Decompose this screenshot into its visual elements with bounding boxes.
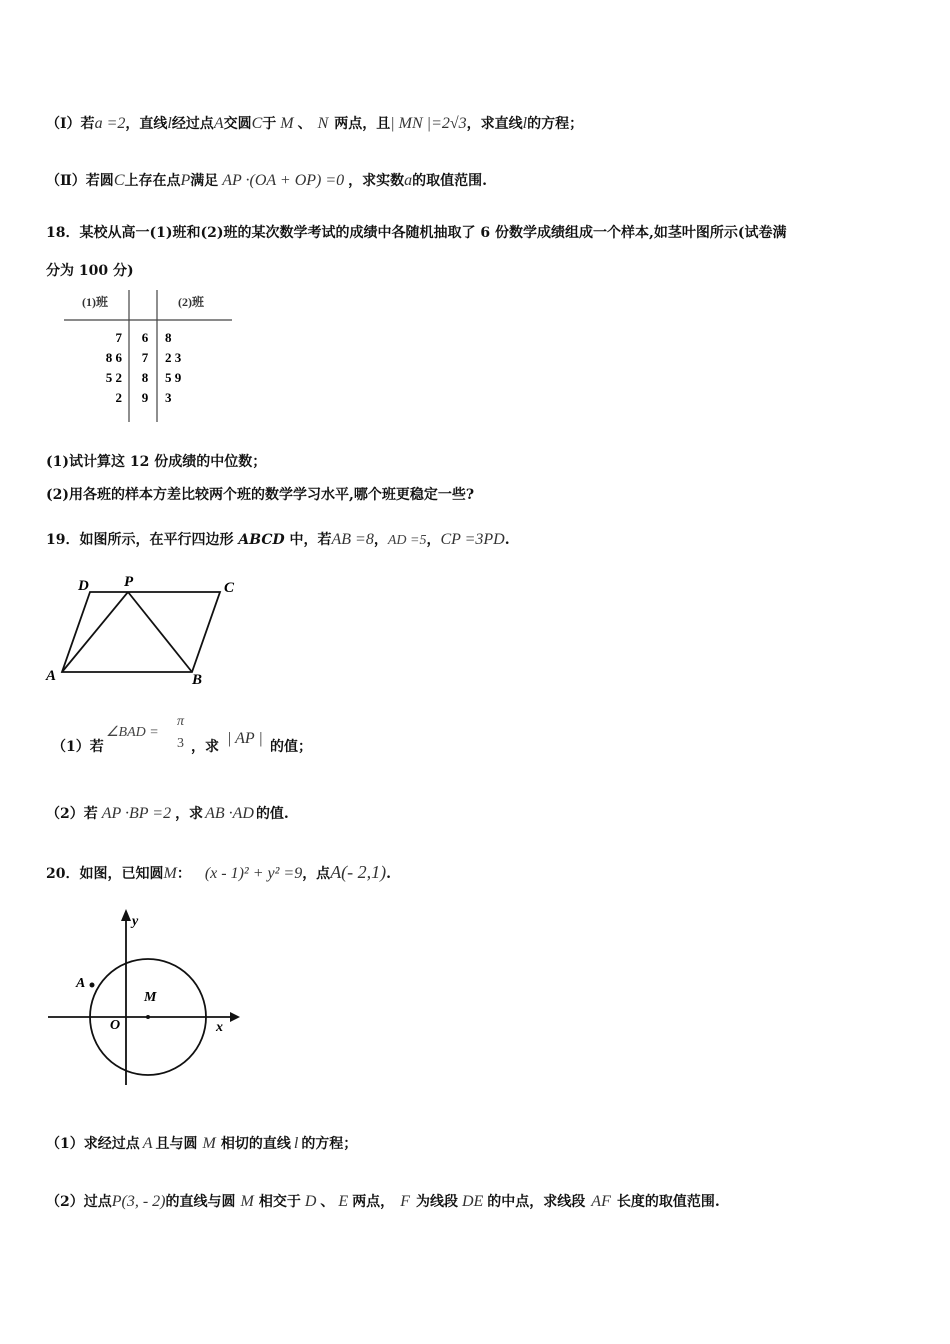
row-left: 7: [115, 330, 122, 345]
math-pi: π: [177, 714, 185, 729]
text: 且与圆: [155, 1136, 198, 1152]
math-A: A: [213, 115, 224, 132]
label-C: C: [224, 580, 235, 596]
parallelogram-figure: [44, 570, 254, 690]
row-0: [116, 330, 173, 345]
text: .: [504, 532, 510, 548]
row-stem: 6: [141, 330, 149, 345]
row-2: [106, 370, 182, 385]
row-right: 8: [165, 330, 172, 345]
row-right: 3: [165, 390, 172, 405]
text: 为线段: [415, 1194, 458, 1210]
math-ad: AD =5: [387, 533, 427, 548]
num: （1）求经过点: [46, 1136, 140, 1152]
math-M: M: [280, 115, 294, 132]
q20-stem: [46, 862, 391, 883]
q18-line2: 分为 100 分): [46, 263, 134, 279]
math-M: M: [202, 1135, 216, 1152]
text: 满足: [190, 173, 219, 189]
q17-part2: [46, 170, 487, 190]
q19-sub2: [46, 803, 289, 823]
text: 相交于: [258, 1194, 301, 1210]
math-l: l: [522, 115, 528, 132]
text: 交圆: [223, 116, 252, 132]
parallelogram-abcd: [62, 592, 220, 672]
q18-line1: 18．某校从高一(1)班和(2)班的某次数学考试的成绩中各随机抽取了 6 份数学成绩组成一个样本,如茎叶图所示(试卷满: [46, 225, 787, 241]
text: 经过点: [171, 116, 214, 132]
math-point-P: P(3, - 2): [111, 1193, 166, 1210]
y-axis-arrow: [121, 909, 131, 921]
text: ，求: [191, 739, 219, 755]
math-a: a: [404, 172, 413, 189]
math-ab: AB =8: [331, 531, 374, 548]
math-E: E: [338, 1193, 349, 1210]
math-M: M: [163, 865, 177, 882]
row-stem: 9: [141, 390, 149, 405]
text: 中，若: [284, 532, 332, 548]
stem-leaf-plot: [60, 286, 240, 426]
x-axis-arrow: [230, 1012, 240, 1022]
label-D: D: [78, 578, 89, 594]
q20-sub2: [46, 1191, 720, 1211]
math-circle-equation: (x - 1)² + y² =9: [204, 865, 303, 882]
q19-stem: [46, 529, 510, 549]
label-B: B: [192, 672, 203, 688]
math-a-eq-2: a =2: [94, 115, 126, 132]
text: 、: [320, 1194, 335, 1210]
label-A: A: [46, 668, 57, 684]
row-stem: 8: [141, 370, 149, 385]
text: .: [386, 866, 392, 882]
text: 的取值范围.: [412, 173, 488, 189]
circle-figure: [44, 905, 244, 1090]
text: 两点，且: [334, 116, 391, 132]
label-M: M: [144, 990, 157, 1005]
math-A: A: [142, 1135, 153, 1152]
text: 于: [262, 116, 277, 132]
math-D: D: [304, 1193, 317, 1210]
math-mn-length: | MN |=2√3: [390, 115, 467, 132]
text: 的中点，求线段: [487, 1194, 586, 1210]
text: ，点: [302, 866, 331, 882]
text: 的直线与圆: [165, 1194, 236, 1210]
text: 的方程；: [527, 116, 584, 132]
math-DE: DE: [461, 1193, 484, 1210]
segment-pb: [128, 592, 192, 672]
text: 19．如图所示，在平行四边形: [46, 532, 239, 548]
text: ，: [426, 532, 441, 548]
text: 的方程；: [301, 1136, 358, 1152]
text: 的值.: [255, 806, 289, 822]
row-3: [116, 390, 173, 405]
text: ，求: [175, 806, 204, 822]
num: （2）过点: [46, 1194, 112, 1210]
text: 上存在点: [124, 173, 181, 189]
math-l: l: [167, 115, 172, 132]
math-3: 3: [177, 736, 184, 751]
row-right: 5 9: [165, 370, 182, 385]
q17-p2-num: （Ⅱ）若圆: [46, 173, 114, 189]
label-y: y: [132, 914, 139, 929]
q17-part1: [46, 113, 583, 133]
num: （2）若: [46, 806, 98, 822]
math-angle-bad: ∠BAD =: [106, 725, 159, 740]
row-left: 5 2: [105, 370, 122, 385]
text: ，求直线: [466, 116, 523, 132]
math-ab-ad: AB ·AD: [205, 805, 254, 822]
segment-ap: [62, 592, 128, 672]
row-left: 2: [115, 390, 122, 405]
math-l: l: [293, 1135, 299, 1152]
text: 相切的直线: [220, 1136, 291, 1152]
text: ，: [373, 532, 388, 548]
q20-sub1: [46, 1133, 357, 1153]
math-point-A: A(- 2,1): [330, 862, 387, 882]
math-C: C: [113, 172, 125, 189]
text: ：: [176, 866, 191, 882]
label-O: O: [110, 1018, 121, 1033]
row-left: 8 6: [105, 350, 122, 365]
point-a-dot: [90, 983, 95, 988]
math-ap-bp: AP ·BP =2: [101, 805, 172, 822]
header-right: (2)班: [178, 295, 204, 309]
math-vector-condition: AP ·(OA + OP) =0: [222, 172, 345, 189]
math-M: M: [240, 1193, 254, 1210]
math-ap-abs: | AP |: [227, 730, 263, 747]
text: ，直线: [125, 116, 168, 132]
math-N: N: [317, 115, 329, 132]
q18-sub1: (1)试计算这 12 份成绩的中位数；: [46, 454, 267, 470]
row-1: [106, 350, 182, 365]
text: 的值；: [270, 739, 312, 755]
abcd: ABCD: [238, 532, 285, 548]
q17-p1-num: （Ⅰ）若: [46, 116, 95, 132]
label-A: A: [76, 976, 86, 991]
math-P: P: [180, 172, 191, 189]
label-P: P: [124, 574, 134, 590]
row-stem: 7: [141, 350, 149, 365]
center-m-dot: [146, 1015, 150, 1019]
text: 20．如图，已知圆: [46, 866, 164, 882]
math-AF: AF: [591, 1193, 611, 1210]
num: （1）若: [52, 739, 104, 755]
row-right: 2 3: [165, 350, 182, 365]
text: 长度的取值范围.: [616, 1194, 720, 1210]
math-cp-pd: CP =3PD: [440, 531, 505, 548]
math-C: C: [251, 115, 263, 132]
math-F: F: [400, 1193, 410, 1210]
label-x: x: [216, 1020, 223, 1035]
text: ，求实数: [348, 173, 405, 189]
header-left: (1)班: [82, 295, 108, 309]
text: 、: [297, 116, 312, 132]
q18-sub2: (2)用各班的样本方差比较两个班的数学学习水平,哪个班更稳定一些?: [46, 487, 475, 503]
text: 两点，: [352, 1194, 395, 1210]
